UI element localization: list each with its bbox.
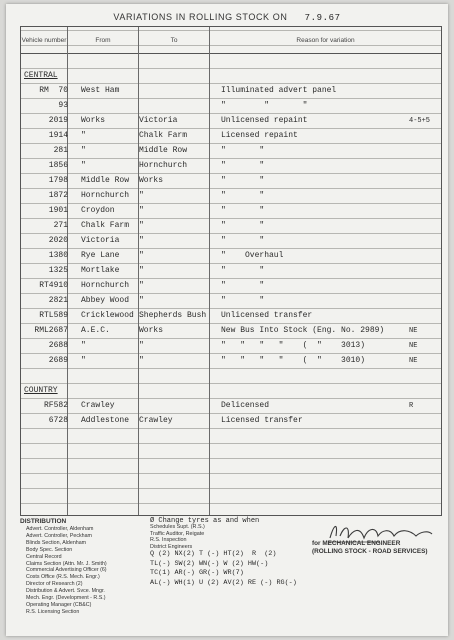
cell-to: " bbox=[139, 266, 144, 275]
cell-to: " bbox=[139, 296, 144, 305]
cell-veh: 1798 bbox=[48, 176, 68, 185]
cell-veh: 1914 bbox=[48, 131, 68, 140]
district-item: Traffic Auditor, Reigate bbox=[150, 530, 205, 537]
cell-reason: Delicensed bbox=[221, 401, 270, 410]
district-item: Schedules Supt. (R.S.) bbox=[150, 524, 205, 531]
cell-veh: 2689 bbox=[48, 356, 68, 365]
header-to: To bbox=[139, 27, 209, 54]
cell-reason: " " " " ( " 3010) bbox=[221, 356, 366, 365]
distribution-list bbox=[26, 526, 107, 616]
cell-reason: " " bbox=[221, 281, 265, 290]
cell-from: " bbox=[81, 131, 86, 140]
cell-reason: " " " bbox=[221, 101, 308, 110]
cell-to: Works bbox=[139, 326, 164, 335]
distribution-item: Central Record bbox=[26, 553, 62, 560]
distribution-item: Distribution & Advert. Svce. Mngr. bbox=[26, 588, 105, 595]
cell-veh: RM 70 bbox=[39, 86, 68, 95]
signature-title-1: MECHANICAL ENGINEER bbox=[322, 540, 401, 547]
variations-table bbox=[20, 26, 442, 516]
section-label: COUNTRY bbox=[24, 386, 58, 395]
column-divider bbox=[209, 27, 210, 515]
cell-veh: 281 bbox=[53, 146, 68, 155]
distribution-item: Operating Manager (CB&C) bbox=[26, 601, 92, 608]
signature-title-2: (ROLLING STOCK - ROAD SERVICES) bbox=[312, 547, 428, 555]
cell-from: " bbox=[81, 161, 86, 170]
cell-note: 4-5+5 bbox=[409, 117, 431, 125]
garage-codes bbox=[150, 550, 297, 588]
distribution-item: Body Spec. Section bbox=[26, 546, 73, 553]
cell-reason: Illuminated advert panel bbox=[221, 86, 337, 95]
distribution-item: Director of Research (2) bbox=[26, 581, 83, 588]
cell-reason: " " bbox=[221, 176, 265, 185]
distribution-item: R.S. Licensing Section bbox=[26, 608, 80, 615]
cell-reason: " " bbox=[221, 206, 265, 215]
cell-from: " bbox=[81, 341, 86, 350]
cell-to: Works bbox=[139, 176, 164, 185]
cell-from: Works bbox=[81, 116, 106, 125]
cell-reason: Licensed repaint bbox=[221, 131, 298, 140]
form-sheet bbox=[6, 4, 448, 636]
district-list bbox=[150, 524, 259, 550]
cell-veh: RT4910 bbox=[39, 281, 68, 290]
cell-veh: 1325 bbox=[48, 266, 68, 275]
cell-from: Hornchurch bbox=[81, 281, 130, 290]
signature-prefix: for bbox=[312, 540, 321, 547]
cell-veh: 1856 bbox=[48, 161, 68, 170]
cell-from: Addlestone bbox=[81, 416, 130, 425]
cell-veh: 2020 bbox=[48, 236, 68, 245]
cell-from: " bbox=[81, 146, 86, 155]
cell-to: Crawley bbox=[139, 416, 173, 425]
cell-reason: Unlicensed repaint bbox=[221, 116, 308, 125]
section-label: CENTRAL bbox=[24, 71, 58, 80]
cell-from: Victoria bbox=[81, 236, 120, 245]
district-item: R.S. Inspection bbox=[150, 537, 187, 544]
distribution-item: Mech. Engr. (Development - R.S.) bbox=[26, 595, 106, 602]
distribution-item: Commercial Advertising Officer (6) bbox=[26, 567, 107, 574]
cell-veh: 1380 bbox=[48, 251, 68, 260]
cell-note: NE bbox=[409, 327, 418, 335]
form-date: 7.9.67 bbox=[304, 13, 341, 23]
cell-veh: 2821 bbox=[48, 296, 68, 305]
cell-to: Shepherds Bush bbox=[139, 311, 207, 320]
form-title bbox=[6, 12, 448, 23]
cell-from: " bbox=[81, 356, 86, 365]
cell-veh: 1901 bbox=[48, 206, 68, 215]
cell-from: Cricklewood bbox=[81, 311, 134, 320]
cell-to: Middle Row bbox=[139, 146, 188, 155]
form-title-text: VARIATIONS IN ROLLING STOCK ON bbox=[113, 12, 288, 22]
cell-veh: 271 bbox=[53, 221, 68, 230]
cell-note: R bbox=[409, 402, 414, 410]
header-reason: Reason for variation bbox=[210, 27, 441, 54]
form-footer bbox=[20, 516, 440, 632]
cell-to: Victoria bbox=[139, 116, 178, 125]
distribution-item: Advert. Controller, Peckham bbox=[26, 532, 92, 539]
header-divider bbox=[21, 53, 441, 54]
cell-reason: " Overhaul bbox=[221, 251, 284, 260]
code-line: TL(-) SW(2) WN(-) W (2) HW(-) bbox=[150, 559, 269, 568]
district-item: District Engineers bbox=[150, 543, 193, 550]
cell-from: Croydon bbox=[81, 206, 115, 215]
cell-reason: " " bbox=[221, 191, 265, 200]
cell-reason: " " bbox=[221, 296, 265, 305]
code-line: AL(-) WH(1) U (2) AV(2) RE (-) RG(-) bbox=[150, 578, 297, 587]
cell-from: Middle Row bbox=[81, 176, 130, 185]
cell-note: NE bbox=[409, 357, 418, 365]
distribution-item: Costs Office (R.S. Mech. Engr.) bbox=[26, 574, 100, 581]
cell-reason: New Bus Into Stock (Eng. No. 2989) bbox=[221, 326, 385, 335]
cell-reason: " " bbox=[221, 266, 265, 275]
cell-reason: " " bbox=[221, 146, 265, 155]
cell-veh: 2019 bbox=[48, 116, 68, 125]
cell-from: Chalk Farm bbox=[81, 221, 130, 230]
cell-to: Chalk Farm bbox=[139, 131, 188, 140]
distribution-extra bbox=[150, 518, 259, 550]
cell-to: " bbox=[139, 281, 144, 290]
cell-from: Abbey Wood bbox=[81, 296, 130, 305]
cell-from: West Ham bbox=[81, 86, 120, 95]
cell-veh: 6728 bbox=[48, 416, 68, 425]
distribution-item: Blinds Section, Aldenham bbox=[26, 539, 87, 546]
cell-veh: 93 bbox=[58, 101, 68, 110]
cell-veh: RML2687 bbox=[34, 326, 68, 335]
code-line: TC(1) AR(-) GR(-) WR(7) bbox=[150, 569, 244, 578]
cell-veh: 1872 bbox=[48, 191, 68, 200]
distribution-item: Claims Section (Attn. Mr. J. Smith) bbox=[26, 560, 107, 567]
header-vehicle: Vehicle number bbox=[21, 27, 67, 54]
cell-reason: Unlicensed transfer bbox=[221, 311, 313, 320]
cell-to: " bbox=[139, 221, 144, 230]
distribution-item: Advert. Controller, Aldenham bbox=[26, 526, 94, 532]
signature-title bbox=[312, 540, 428, 555]
cell-from: A.E.C. bbox=[81, 326, 110, 335]
cell-veh: 2688 bbox=[48, 341, 68, 350]
cell-to: " bbox=[139, 251, 144, 260]
cell-to: " bbox=[139, 206, 144, 215]
cell-to: " bbox=[139, 236, 144, 245]
cell-from: Rye Lane bbox=[81, 251, 120, 260]
typed-note: Ø Change tyres as and when bbox=[150, 517, 260, 525]
cell-reason: Licensed transfer bbox=[221, 416, 303, 425]
code-line: Q (2) NX(2) T (-) HT(2) R (2) bbox=[150, 550, 277, 558]
header-from: From bbox=[68, 27, 138, 54]
cell-reason: " " bbox=[221, 236, 265, 245]
cell-to: " bbox=[139, 341, 144, 350]
cell-to: Hornchurch bbox=[139, 161, 188, 170]
distribution-title: DISTRIBUTION bbox=[20, 518, 67, 525]
cell-from: Hornchurch bbox=[81, 191, 130, 200]
cell-to: " bbox=[139, 356, 144, 365]
cell-reason: " " bbox=[221, 221, 265, 230]
cell-to: " bbox=[139, 191, 144, 200]
cell-reason: " " bbox=[221, 161, 265, 170]
cell-reason: " " " " ( " 3013) bbox=[221, 341, 366, 350]
cell-from: Crawley bbox=[81, 401, 115, 410]
cell-veh: RF582 bbox=[43, 401, 68, 410]
cell-veh: RTL589 bbox=[39, 311, 68, 320]
cell-from: Mortlake bbox=[81, 266, 120, 275]
cell-note: NE bbox=[409, 342, 418, 350]
